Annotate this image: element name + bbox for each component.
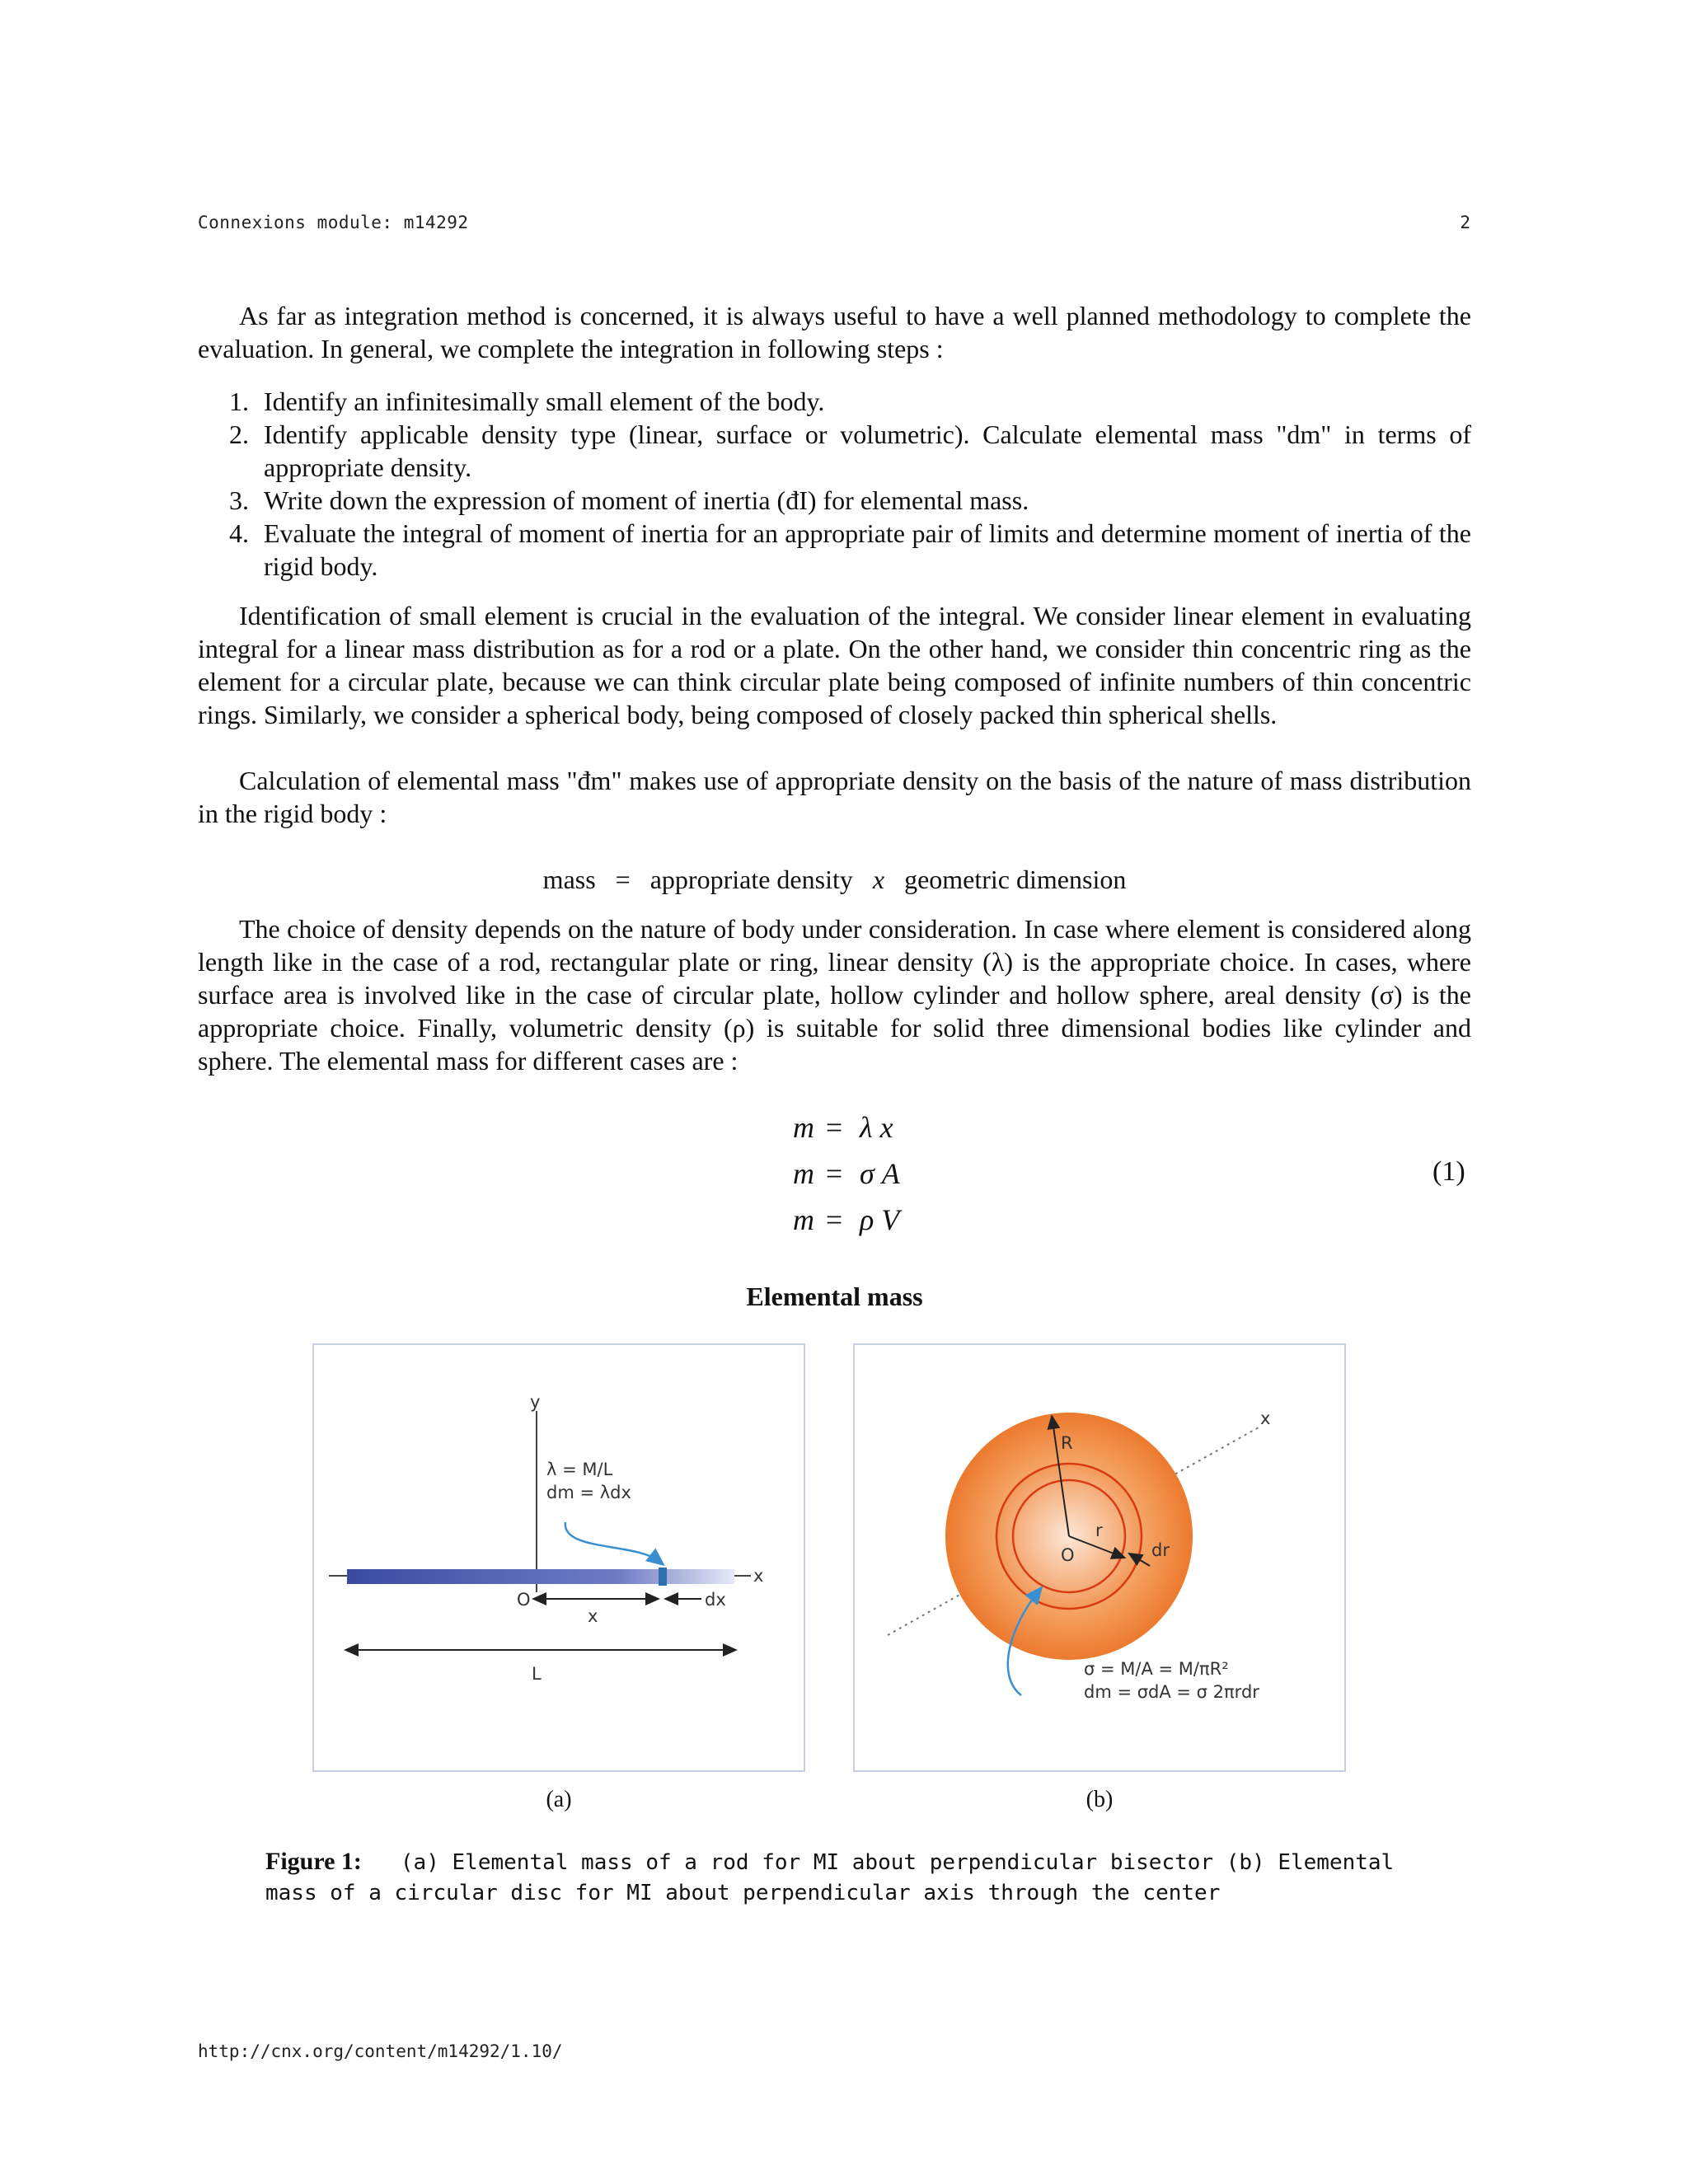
list-item (198, 418, 1471, 484)
module-header: Connexions module: m14292 (198, 213, 469, 232)
figure-caption (265, 1846, 1419, 1909)
dm-formula: dm = σdA = σ 2πrdr (1084, 1682, 1259, 1702)
y-axis-label: y (530, 1392, 541, 1412)
caption-text: (a) Elemental mass of a rod for MI about perpendicular bisector (b) Elemental mass of a circular disc for MI about perpendicular axis through the center (265, 1850, 1395, 1905)
footer-url: http://cnx.org/content/m14292/1.10/ (198, 2041, 563, 2061)
figure-title: Elemental mass (746, 1282, 923, 1311)
eq2-rhs: σ A (860, 1157, 900, 1190)
x-axis-label: x (753, 1566, 764, 1586)
step-number: 3. (229, 485, 249, 515)
mass-eq-rhs-b: geometric dimension (904, 865, 1127, 894)
intro-paragraph: As far as integration method is concerned, it is always useful to have a well planned methodology to complete the evaluation. In general, we complete the integration in following steps : (198, 301, 1471, 363)
radius-r-label: r (1095, 1521, 1103, 1540)
list-item (198, 484, 1471, 517)
figure-panel-disc (853, 1343, 1346, 1772)
step-text: Identify applicable density type (linear, surface or volumetric). Calculate elemental mass "dm" in terms of appropriate density. (264, 419, 1471, 482)
x-distance-label: x (588, 1606, 598, 1626)
rod-element (659, 1568, 667, 1586)
mass-eq-times: x (872, 865, 885, 894)
caption-label: Figure 1: (265, 1848, 362, 1875)
identification-paragraph: Identification of small element is crucial in the evaluation of the integral. We consider linear element in evaluating integral for a linear mass distribution as for a rod or a plate. On the other hand, we consider thin concentric ring as the element for a circular plate, because we can think circular plate being composed of infinite numbers of thin concentric rings. Similarly, we consider a spherical body, being composed of closely packed thin spherical shells. (198, 601, 1471, 729)
density-paragraph: The choice of density depends on the nature of body under consideration. In case where element is considered along length like in the case of a rod, rectangular plate or ring, linear density (λ) is the appropriate choice. In cases, where surface area is involved like in the case of circular plate, hollow cylinder and hollow sphere, areal density (σ) is the appropriate choice. Finally, volumetric density (ρ) is suitable for solid three dimensional bodies like cylinder and sphere. The elemental mass for different cases are : (198, 914, 1471, 1076)
subfigure-label-a: (a) (546, 1787, 572, 1812)
origin-label: O (517, 1590, 531, 1610)
rod (347, 1569, 734, 1584)
step-number: 4. (229, 518, 249, 548)
step-number: 2. (229, 419, 249, 449)
dx-label: dx (705, 1590, 726, 1610)
figure-panel-rod (312, 1343, 805, 1772)
page-number: 2 (1460, 213, 1470, 232)
eq3-op: = (825, 1203, 843, 1236)
subfigure-label-b: (b) (1085, 1787, 1114, 1812)
eq3-rhs: ρ V (860, 1203, 900, 1236)
step-text: Evaluate the integral of moment of inertia for an appropriate pair of limits and determine moment of inertia of the rigid body. (264, 518, 1471, 581)
origin-label: O (1061, 1545, 1075, 1565)
step-text: Identify an infinitesimally small element of the body. (264, 387, 825, 416)
steps-list (198, 385, 1471, 583)
radius-R-label: R (1061, 1433, 1073, 1453)
element-pointer-arrow (565, 1522, 659, 1561)
mass-equation (198, 863, 1471, 896)
dr-label: dr (1151, 1540, 1170, 1560)
mass-eq-rhs-a: appropriate density (649, 865, 853, 894)
eq3-lhs: m (793, 1203, 814, 1236)
calculation-paragraph: Calculation of elemental mass "đm" makes use of appropriate density on the basis of the nature of mass distribution in the rigid body : (198, 766, 1471, 828)
eq1-rhs: λ x (860, 1111, 893, 1144)
eq2-lhs: m (793, 1157, 814, 1190)
x-axis-label: x (1260, 1408, 1271, 1428)
length-label: L (532, 1664, 542, 1684)
step-text: Write down the expression of moment of inertia (đI) for elemental mass. (264, 485, 1029, 515)
sigma-formula: σ = M/A = M/πR² (1084, 1659, 1229, 1679)
eq1-op: = (825, 1111, 843, 1144)
eq2-op: = (825, 1157, 843, 1190)
dm-formula: dm = λdx (546, 1483, 631, 1502)
eq1-lhs: m (793, 1111, 814, 1144)
lambda-formula: λ = M/L (546, 1460, 613, 1479)
mass-eq-lhs: mass (542, 865, 596, 894)
step-number: 1. (229, 387, 249, 416)
equation-number: (1) (1432, 1156, 1465, 1187)
disc-diagram (855, 1345, 1348, 1774)
list-item (198, 517, 1471, 583)
rod-diagram (314, 1345, 807, 1774)
mass-eq-op: = (615, 865, 631, 894)
list-item (198, 385, 1471, 418)
